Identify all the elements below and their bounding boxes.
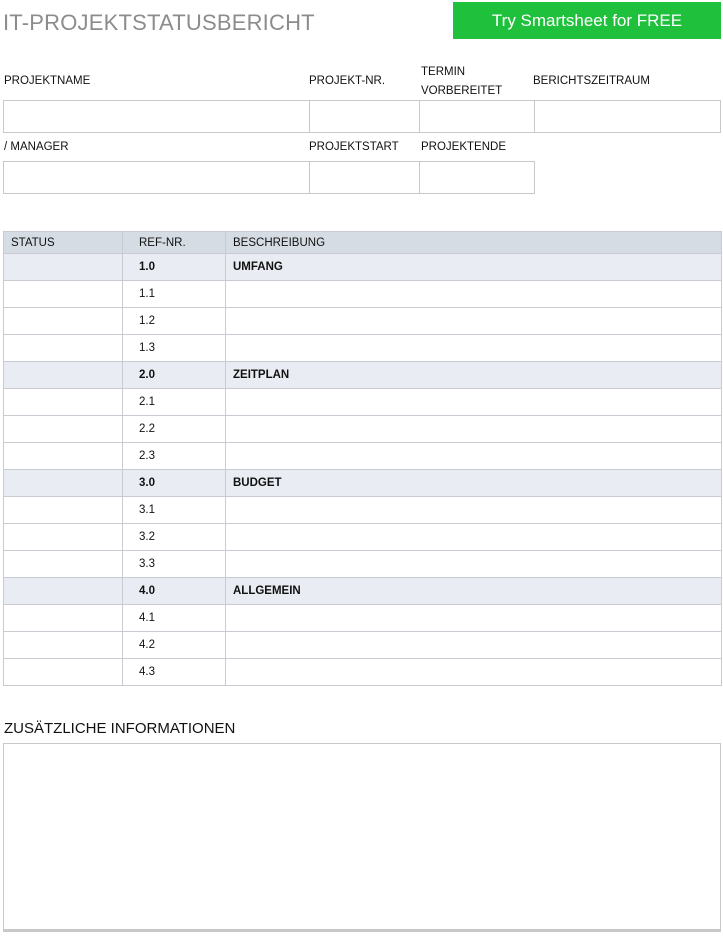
ref-nr-cell: 1.2 <box>123 308 226 335</box>
berichtszeitraum-label: BERICHTSZEITRAUM <box>533 75 650 87</box>
description-cell[interactable] <box>226 632 722 659</box>
status-cell[interactable] <box>4 281 123 308</box>
table-row <box>4 308 722 335</box>
page-title: IT-PROJEKTSTATUSBERICHT <box>3 10 315 35</box>
status-cell[interactable] <box>4 254 123 281</box>
ref-nr-cell: 2.0 <box>123 362 226 389</box>
table-row <box>4 524 722 551</box>
status-cell[interactable] <box>4 632 123 659</box>
section-row <box>4 362 722 389</box>
description-cell[interactable] <box>226 497 722 524</box>
ref-nr-cell: 4.3 <box>123 659 226 686</box>
additional-info-field[interactable] <box>3 743 721 932</box>
table-row <box>4 605 722 632</box>
status-cell[interactable] <box>4 524 123 551</box>
projektende-label: PROJEKTENDE <box>421 141 506 153</box>
table-row <box>4 551 722 578</box>
ref-nr-cell: 1.1 <box>123 281 226 308</box>
ref-nr-cell: 2.3 <box>123 443 226 470</box>
table-row <box>4 632 722 659</box>
ref-nr-cell: 1.0 <box>123 254 226 281</box>
ref-nr-cell: 2.1 <box>123 389 226 416</box>
projektstart-field[interactable] <box>309 161 420 194</box>
ref-nr-cell: 3.1 <box>123 497 226 524</box>
manager-label: / MANAGER <box>4 141 69 153</box>
description-cell[interactable] <box>226 605 722 632</box>
ref-nr-cell: 2.2 <box>123 416 226 443</box>
description-cell[interactable] <box>226 416 722 443</box>
status-cell[interactable] <box>4 443 123 470</box>
beschreibung-column-header: BESCHREIBUNG <box>226 232 722 254</box>
description-cell[interactable] <box>226 524 722 551</box>
projekt-nr-field[interactable] <box>309 100 420 133</box>
description-cell[interactable]: ZEITPLAN <box>226 362 722 389</box>
section-row <box>4 578 722 605</box>
table-row <box>4 416 722 443</box>
additional-info-title: ZUSÄTZLICHE INFORMATIONEN <box>4 720 236 737</box>
table-row <box>4 659 722 686</box>
status-cell[interactable] <box>4 551 123 578</box>
table-row <box>4 281 722 308</box>
termin-label-line2: VORBEREITET <box>421 85 503 97</box>
projektname-field[interactable] <box>3 100 310 133</box>
manager-field[interactable] <box>3 161 310 194</box>
status-cell[interactable] <box>4 470 123 497</box>
description-cell[interactable]: BUDGET <box>226 470 722 497</box>
try-smartsheet-button[interactable]: Try Smartsheet for FREE <box>453 2 721 39</box>
termin-field[interactable] <box>419 100 535 133</box>
section-row <box>4 470 722 497</box>
projektname-label: PROJEKTNAME <box>4 75 91 87</box>
description-cell[interactable] <box>226 281 722 308</box>
description-cell[interactable] <box>226 443 722 470</box>
status-cell[interactable] <box>4 308 123 335</box>
status-table <box>3 231 722 686</box>
status-cell[interactable] <box>4 389 123 416</box>
table-header-row <box>4 232 722 254</box>
status-cell[interactable] <box>4 416 123 443</box>
projekt-nr-label: PROJEKT-NR. <box>309 75 386 87</box>
status-cell[interactable] <box>4 362 123 389</box>
ref-nr-cell: 3.0 <box>123 470 226 497</box>
table-row <box>4 497 722 524</box>
status-cell[interactable] <box>4 335 123 362</box>
ref-nr-cell: 1.3 <box>123 335 226 362</box>
ref-nr-cell: 4.1 <box>123 605 226 632</box>
ref-nr-cell: 4.0 <box>123 578 226 605</box>
projektstart-label: PROJEKTSTART <box>309 141 399 153</box>
berichtszeitraum-field[interactable] <box>534 100 721 133</box>
ref-nr-cell: 3.3 <box>123 551 226 578</box>
table-row <box>4 335 722 362</box>
ref-nr-column-header: REF-NR. <box>123 232 226 254</box>
status-cell[interactable] <box>4 659 123 686</box>
table-row <box>4 389 722 416</box>
description-cell[interactable] <box>226 335 722 362</box>
status-column-header: STATUS <box>4 232 123 254</box>
status-cell[interactable] <box>4 497 123 524</box>
description-cell[interactable]: ALLGEMEIN <box>226 578 722 605</box>
status-cell[interactable] <box>4 605 123 632</box>
table-row <box>4 443 722 470</box>
status-cell[interactable] <box>4 578 123 605</box>
description-cell[interactable] <box>226 551 722 578</box>
ref-nr-cell: 4.2 <box>123 632 226 659</box>
termin-label-line1: TERMIN <box>421 66 466 78</box>
description-cell[interactable] <box>226 659 722 686</box>
description-cell[interactable]: UMFANG <box>226 254 722 281</box>
section-row <box>4 254 722 281</box>
description-cell[interactable] <box>226 308 722 335</box>
ref-nr-cell: 3.2 <box>123 524 226 551</box>
projektende-field[interactable] <box>419 161 535 194</box>
description-cell[interactable] <box>226 389 722 416</box>
